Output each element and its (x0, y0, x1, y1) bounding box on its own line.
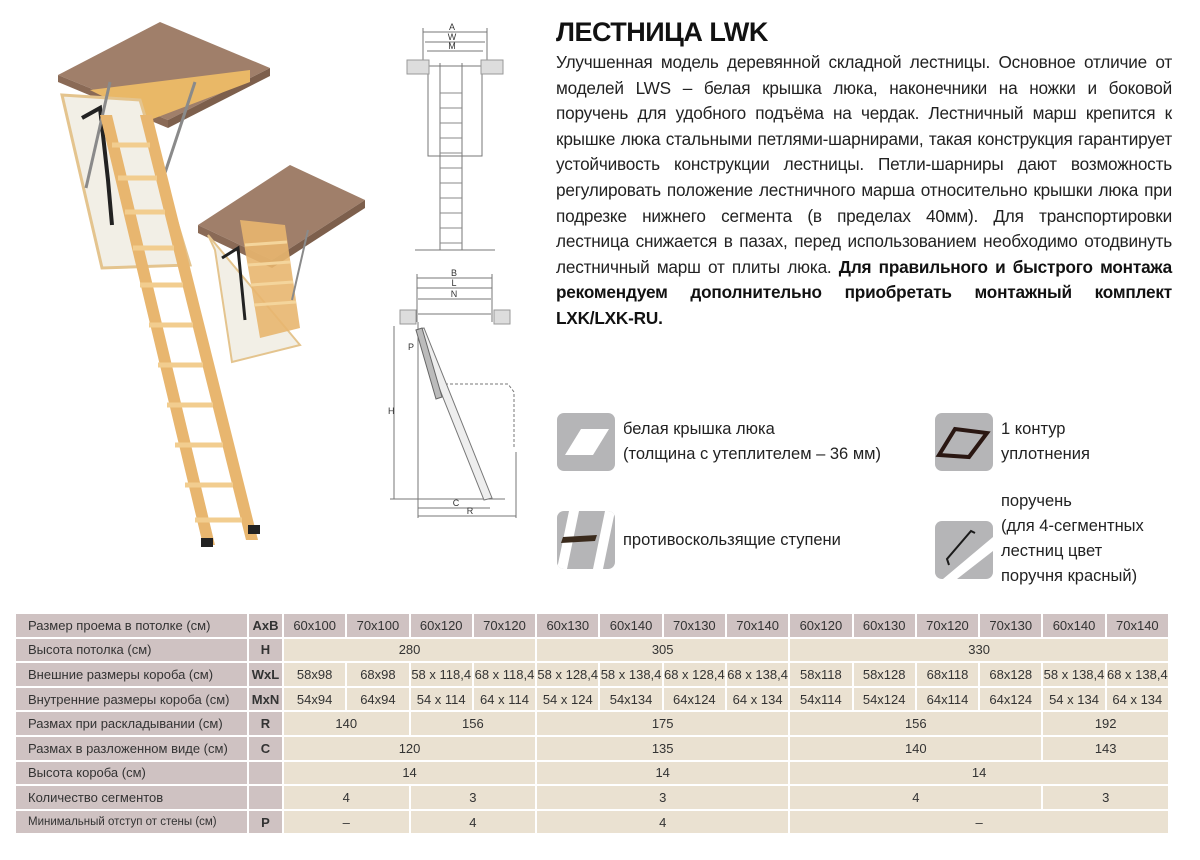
handrail-icon (935, 521, 993, 579)
row-label: Размер проема в потолке (см) (16, 614, 247, 637)
table-cell: 14 (537, 762, 788, 785)
row-symbol: WxL (249, 663, 282, 686)
table-cell: 64 x 134 (1107, 688, 1168, 711)
table-cell: 4 (411, 811, 536, 834)
table-cell: 140 (284, 712, 409, 735)
dim-label-r: R (466, 506, 474, 516)
table-cell: 64x94 (347, 688, 408, 711)
table-cell: 280 (284, 639, 535, 662)
table-row (16, 811, 1168, 834)
description-text: Улучшенная модель деревянной складной лестницы. Основное отличие от моделей LWS – белая крышка люка, наконечники на ножки и боковой поручень для удобного подъёма на чердак. Лестничный марш крепится к крышке люка стальными петлями-шарнирами, такая конструкция гарантирует устойчивость конструкции лестницы. Петли-шарниры дают возможность регулировать положение лестничного марша относительно крышки люка при подрезке нижнего сегмента (в пределах 40мм). Для транспортировки лестница снижается в пазах, перед использованием необходимо отодвинуть лестничный марш от плиты люка. (556, 52, 1172, 277)
table-cell: 68x128 (980, 663, 1041, 686)
row-symbol: C (249, 737, 282, 760)
table-cell: 58x128 (854, 663, 915, 686)
column-header: 70x140 (1107, 614, 1168, 637)
white-hatch-icon (557, 413, 615, 471)
column-header: 60x140 (1043, 614, 1104, 637)
table-cell: – (284, 811, 409, 834)
feature-white-hatch (557, 413, 881, 471)
table-cell: 68 x 128,4 (664, 663, 725, 686)
table-cell: 143 (1043, 737, 1168, 760)
table-cell: 58 x 118,4 (411, 663, 472, 686)
table-cell: 192 (1043, 712, 1168, 735)
table-row (16, 663, 1168, 686)
table-cell: 64 x 114 (474, 688, 535, 711)
table-cell: 54 x 124 (537, 688, 598, 711)
table-cell: 54x94 (284, 688, 345, 711)
anti-slip-step-icon (557, 511, 615, 569)
table-cell: 120 (284, 737, 535, 760)
table-cell: 64x124 (664, 688, 725, 711)
table-cell: 305 (537, 639, 788, 662)
row-symbol: R (249, 712, 282, 735)
table-cell: 54x124 (854, 688, 915, 711)
column-header: 60x130 (537, 614, 598, 637)
table-cell: 4 (790, 786, 1041, 809)
column-header: 70x140 (727, 614, 788, 637)
table-cell: 68x98 (347, 663, 408, 686)
table-cell: 54x134 (600, 688, 661, 711)
table-cell: 68 x 138,4 (727, 663, 788, 686)
table-cell: 140 (790, 737, 1041, 760)
column-header: 60x130 (854, 614, 915, 637)
dim-label-h: H (388, 406, 395, 416)
table-cell: 54 x 114 (411, 688, 472, 711)
row-symbol: AxB (249, 614, 282, 637)
feature-label: 1 контур уплотнения (1001, 420, 1090, 463)
table-row (16, 712, 1168, 735)
row-label: Размах при раскладывании (см) (16, 712, 247, 735)
row-symbol: P (249, 811, 282, 834)
table-cell: 4 (537, 811, 788, 834)
table-row (16, 639, 1168, 662)
feature-label: белая крышка люка (толщина с утеплителем – 36 мм) (623, 420, 881, 463)
table-cell: 3 (411, 786, 536, 809)
row-label: Минимальный отступ от стены (см) (16, 811, 247, 834)
feature-seal-contour (935, 413, 1090, 471)
dim-label-n: N (450, 289, 458, 299)
table-cell: 330 (790, 639, 1168, 662)
table-cell: 68 x 138,4 (1107, 663, 1168, 686)
dim-label-c: C (452, 498, 460, 508)
table-cell: 58x118 (790, 663, 851, 686)
row-label: Размах в разложенном виде (см) (16, 737, 247, 760)
dim-label-a: A (448, 22, 456, 32)
technical-drawing-side (380, 262, 530, 522)
column-header: 60x100 (284, 614, 345, 637)
column-header: 70x120 (917, 614, 978, 637)
product-description (556, 50, 1172, 332)
seal-contour-icon (935, 413, 993, 471)
dim-label-l: L (451, 278, 457, 288)
table-cell: 3 (1043, 786, 1168, 809)
table-cell: 64 x 134 (727, 688, 788, 711)
table-cell: 64x124 (980, 688, 1041, 711)
row-symbol: MxN (249, 688, 282, 711)
table-cell: 14 (790, 762, 1168, 785)
table-cell: 68x118 (917, 663, 978, 686)
table-row (16, 786, 1168, 809)
product-photo-ladder (0, 20, 380, 560)
technical-drawing-front (395, 18, 515, 258)
table-cell: 58 x 128,4 (537, 663, 598, 686)
column-header: 70x100 (347, 614, 408, 637)
table-cell: 14 (284, 762, 535, 785)
column-header: 70x130 (664, 614, 725, 637)
table-cell: 68 x 118,4 (474, 663, 535, 686)
row-label: Внешние размеры короба (см) (16, 663, 247, 686)
row-symbol (249, 762, 282, 785)
table-row (16, 614, 1168, 637)
column-header: 60x120 (790, 614, 851, 637)
specifications-table (14, 612, 1170, 835)
table-row (16, 762, 1168, 785)
feature-label: противоскользящие ступени (623, 530, 841, 549)
table-cell: 58 x 138,4 (1043, 663, 1104, 686)
table-cell: 135 (537, 737, 788, 760)
table-cell: 175 (537, 712, 788, 735)
row-symbol (249, 786, 282, 809)
table-cell: 156 (790, 712, 1041, 735)
dim-label-m: M (448, 41, 456, 51)
table-cell: 156 (411, 712, 536, 735)
column-header: 60x140 (600, 614, 661, 637)
row-label: Внутренние размеры короба (см) (16, 688, 247, 711)
page-title: ЛЕСТНИЦА LWK (556, 17, 768, 47)
specifications-table-body (16, 614, 1168, 833)
column-header: 60x120 (411, 614, 472, 637)
row-symbol: H (249, 639, 282, 662)
feature-label: поручень (для 4-сегментных лестниц цвет поручня красный) (1001, 492, 1144, 585)
column-header: 70x120 (474, 614, 535, 637)
table-cell: 54 x 134 (1043, 688, 1104, 711)
table-cell: 3 (537, 786, 788, 809)
table-cell: 58x98 (284, 663, 345, 686)
table-cell: 58 x 138,4 (600, 663, 661, 686)
dim-label-b: B (450, 268, 458, 278)
table-cell: 54x114 (790, 688, 851, 711)
table-row (16, 688, 1168, 711)
table-cell: 64x114 (917, 688, 978, 711)
feature-anti-slip-steps (557, 511, 841, 569)
table-row (16, 737, 1168, 760)
row-label: Высота короба (см) (16, 762, 247, 785)
recommendation-text: Для правильного и быстрого монтажа рекомендуем дополнительно приобретать монтажный комплект LXK/LXK-RU. (556, 256, 1172, 328)
row-label: Высота потолка (см) (16, 639, 247, 662)
column-header: 70x130 (980, 614, 1041, 637)
dim-label-p: P (408, 342, 415, 352)
dim-label-w: W (447, 32, 457, 42)
table-cell: – (790, 811, 1168, 834)
feature-handrail (935, 493, 1144, 589)
row-label: Количество сегментов (16, 786, 247, 809)
table-cell: 4 (284, 786, 409, 809)
